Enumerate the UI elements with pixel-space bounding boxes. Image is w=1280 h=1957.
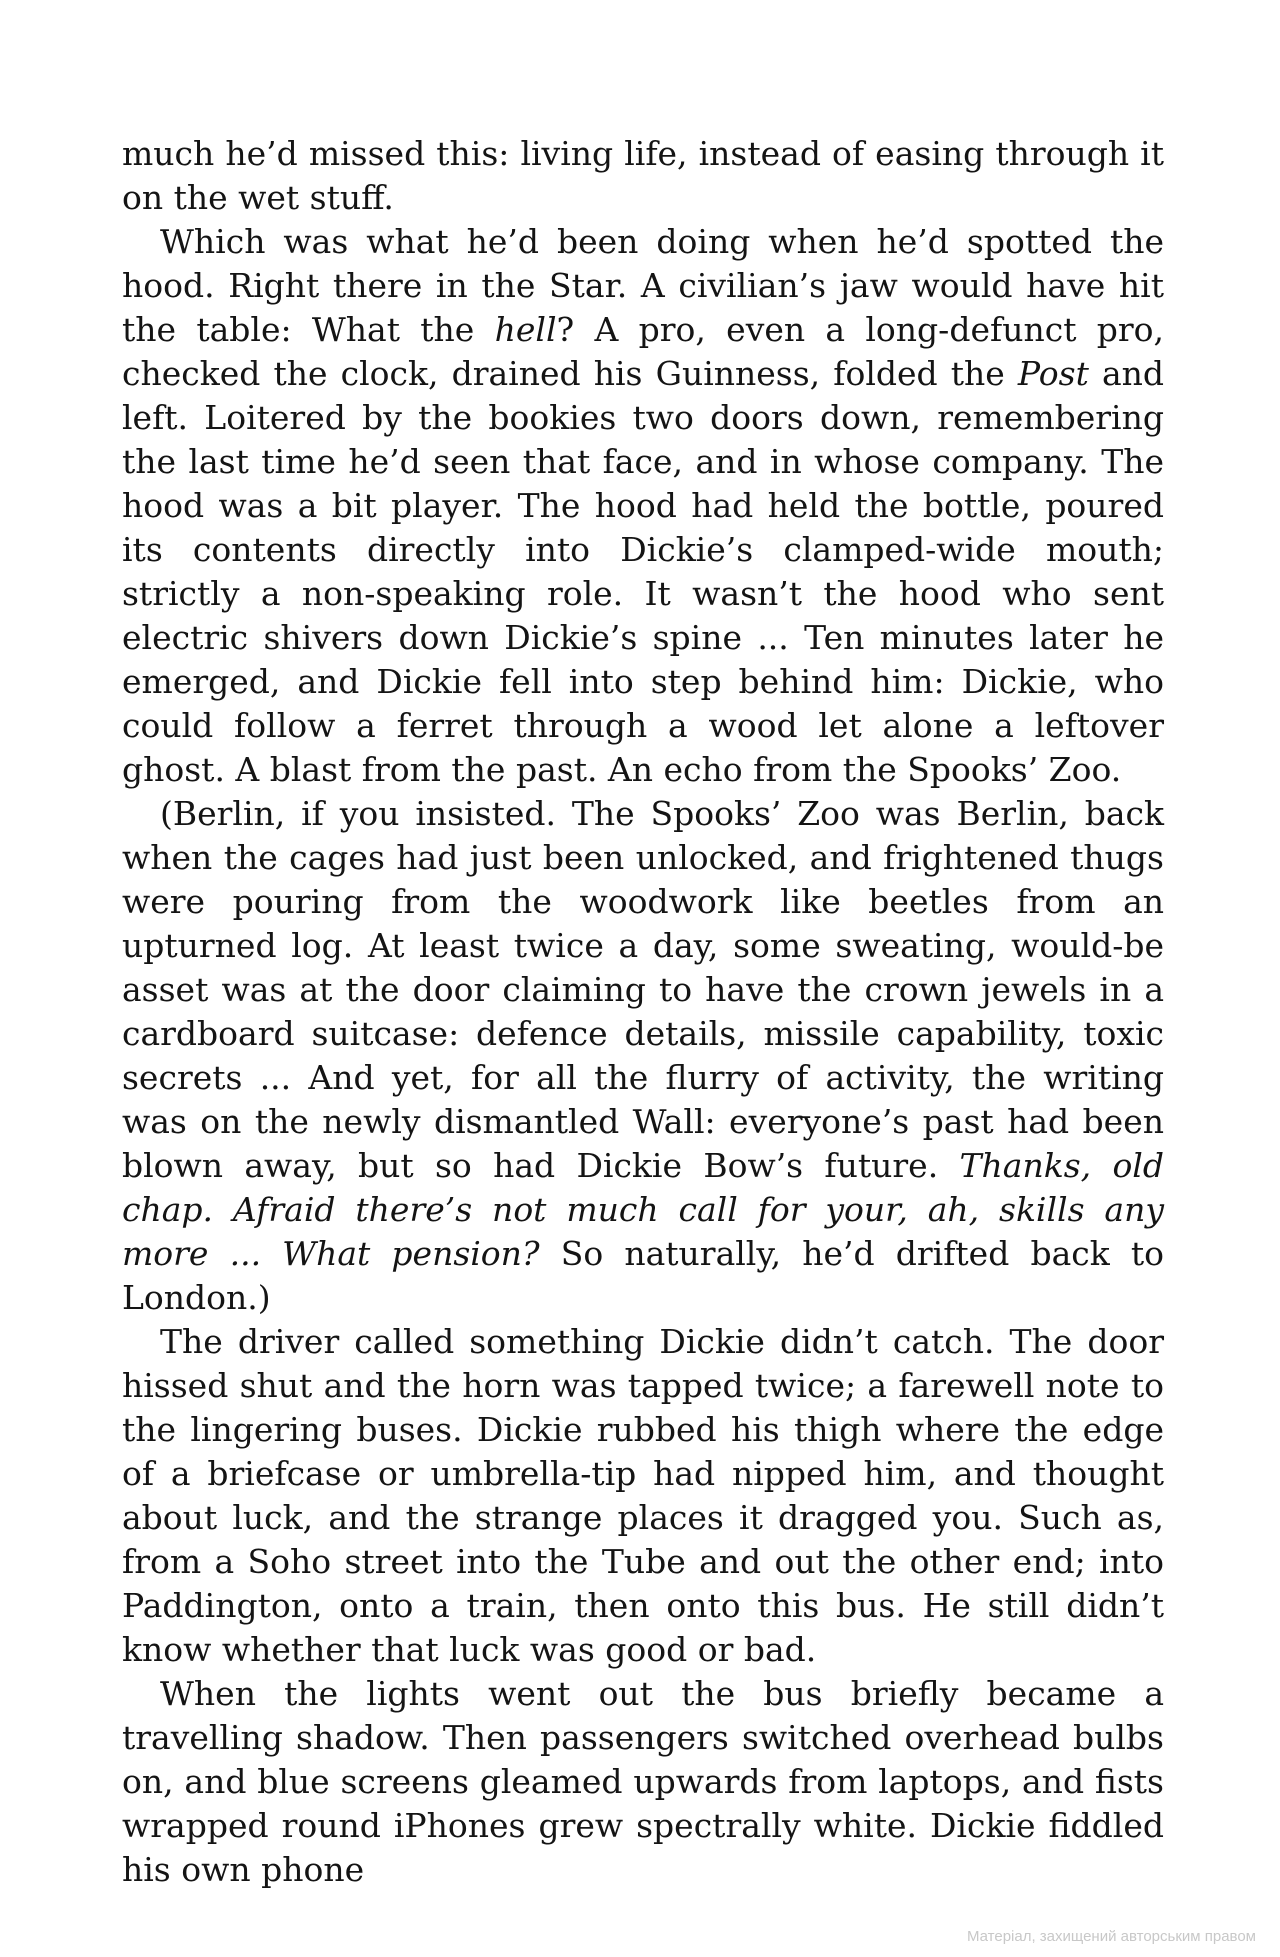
paragraph-2 [122,220,1164,792]
text-run: and left. Loitered by the bookies two doors down, remembering the last time he’d seen that face, and in whose company. The hood was a bit player. The hood had held the bottle, poured its contents directly into Dickie’s clamped-wide mouth; strictly a non-speaking role. It wasn’t the hood who sent electric shivers down Dickie’s spine ... Ten minutes later he emerged, and Dickie fell into step behind him: Dickie, who could follow a ferret through a wood let alone a leftover ghost. A blast from the past. An echo from the Spooks’ Zoo. [122,354,1164,789]
copyright-watermark: Матеріал, захищений авторським правом [966,1928,1256,1945]
text-run: When the lights went out the bus briefly became a travelling shadow. Then passengers switched overhead bulbs on, and blue screens gleamed upwards from laptops, and fists wrapped round iPhones grew spectrally white. Dickie fiddled his own phone [122,1674,1164,1889]
text-run: The driver called something Dickie didn’t catch. The door hissed shut and the horn was tapped twice; a farewell note to the lingering buses. Dickie rubbed his thigh where the edge of a briefcase or umbrella-tip had nipped him, and thought about luck, and the strange places it dragged you. Such as, from a Soho street into the Tube and out the other end; into Paddington, onto a train, then onto this bus. He still didn’t know whether that luck was good or bad. [122,1322,1164,1669]
book-page-text [122,132,1164,1892]
paragraph-3 [122,792,1164,1320]
text-run: ? A pro, even a long-defunct pro, checked the clock, drained his Guinness, folded the [122,310,1164,393]
italic-text-run: Post [1017,354,1089,393]
text-run: Which was what he’d been doing when he’d spotted the hood. Right there in the Star. A civilian’s jaw would have hit the table: What the [122,222,1164,349]
paragraph-5 [122,1672,1164,1892]
text-run: (Berlin, if you insisted. The Spooks’ Zoo was Berlin, back when the cages had just been unlocked, and frightened thugs were pouring from the woodwork like beetles from an upturned log. At least twice a day, some sweating, would-be asset was at the door claiming to have the crown jewels in a cardboard suitcase: defence details, missile capability, toxic secrets ... And yet, for all the flurry of activity, the writing was on the newly dismantled Wall: everyone’s past had been blown away, but so had Dickie Bow’s future. [122,794,1164,1185]
text-run: much he’d missed this: living life, instead of easing through it on the wet stuff. [122,134,1164,217]
italic-text-run: Thanks, old chap. Afraid there’s not much call for your, ah, skills any more ... What pension? [122,1146,1164,1273]
paragraph-1 [122,132,1164,220]
text-run: So naturally, he’d drifted back to London.) [122,1234,1164,1317]
italic-text-run: hell [494,310,557,349]
paragraph-4 [122,1320,1164,1672]
